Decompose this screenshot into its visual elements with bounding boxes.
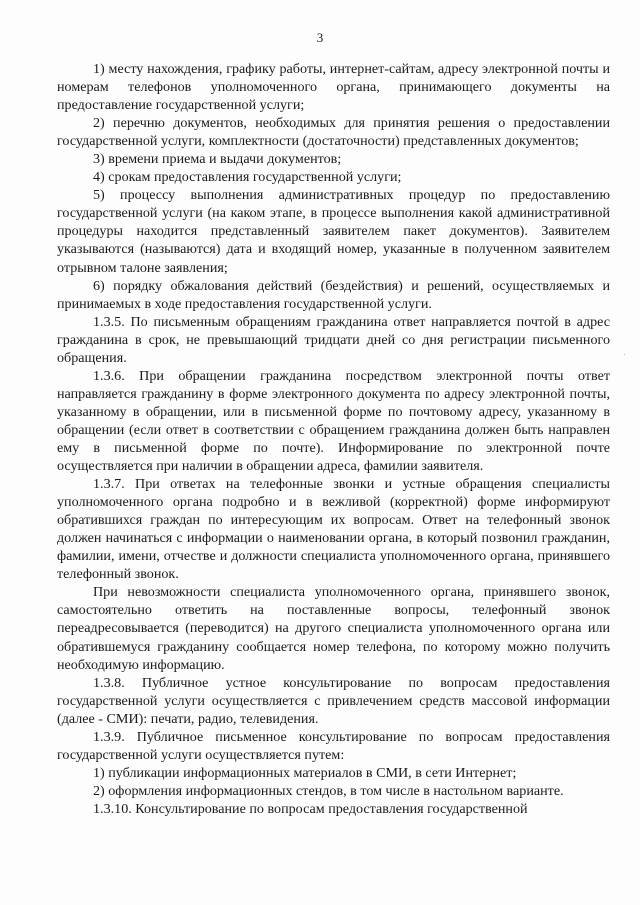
paragraph-4: 4) срокам предоставления государственной услуги; (93, 169, 402, 186)
page-number: 3 (316, 30, 324, 45)
paragraph-1-3-9-item-2: 2) оформления информационных стендов, в том числе в настольном варианте. (93, 782, 564, 799)
paragraph-1-3-8: 1.3.8. Публичное устное консультирование по вопросам предоставления государственной услуги осуществляется с привлечением средств массовой информации (далее - СМИ): печати, радио, телевидения. (57, 674, 610, 727)
paragraph-1-3-9-item-1: 1) публикации информационных материалов в СМИ, в сети Интернет; (93, 764, 517, 781)
paragraph-1-3-7: 1.3.7. При ответах на телефонные звонки и устные обращения специалисты уполномоченного органа подробно и в вежливой (корректной) форме информируют обратившихся граждан по интересующим их вопросам. Ответ на телефонный звонок должен начинаться с информации о наименовании органа, в который позвонил гражданин, фамилии, имени, отчестве и должности специалиста уполномоченного органа, принявшего телефонный звонок. (57, 476, 610, 583)
paragraph-1: 1) месту нахождения, графику работы, интернет-сайтам, адресу электронной почты и номерам телефонов уполномоченного органа, принимающего документы на предоставление государственной услуги; (57, 61, 610, 114)
paragraph-5: 5) процессу выполнения административных процедур по предоставлению государственной услуги (на каком этапе, в процессе выполнения какой административной процедуры находится представленный заявителем пакет документов). Заявителем указываются (называются) дата и входящий номер, указанные в полученном заявителем отрывном талоне заявления; (57, 187, 610, 276)
paragraph-2: 2) перечню документов, необходимых для принятия решения о предоставлении государственной услуги, комплектности (достаточности) представленных документов; (57, 115, 610, 150)
paragraph-1-3-7-cont: При невозможности специалиста уполномоченного органа, принявшего звонок, самостоятельно ответить на поставленные вопросы, телефонный звонок переадресовывается (переводится) на другого специалиста уполномоченного органа или обратившемуся гражданину сообщается номер телефона, по которому можно получить необходимую информацию. (57, 584, 610, 673)
paragraph-3: 3) времени приема и выдачи документов; (93, 151, 342, 168)
paragraph-1-3-6: 1.3.6. При обращении гражданина посредством электронной почты ответ направляется гражданину в форме электронного документа по адресу электронной почты, указанному в обращении, или в письменной форме по почтовому адресу, указанному в обращении (если ответ в соответствии с обращением гражданина должен быть направлен ему в письменной форме по почте). Информирование по электронной почте осуществляется при наличии в обращении адреса, фамилии заявителя. (57, 367, 610, 475)
paragraph-1-3-10: 1.3.10. Консультирование по вопросам предоставления государственной (93, 800, 528, 817)
scan-speck (624, 354, 625, 355)
paragraph-6: 6) порядку обжалования действий (бездействия) и решений, осуществляемых и принимаемых в ходе предоставления государственной услуги. (57, 277, 610, 312)
paragraph-1-3-9: 1.3.9. Публичное письменное консультирование по вопросам предоставления государственной услуги осуществляется путем: (57, 728, 610, 763)
document-body (57, 60, 610, 818)
paragraph-1-3-5: 1.3.5. По письменным обращениям гражданина ответ направляется почтой в адрес гражданина в срок, не превышающий тридцати дней со дня регистрации письменного обращения. (57, 313, 610, 366)
